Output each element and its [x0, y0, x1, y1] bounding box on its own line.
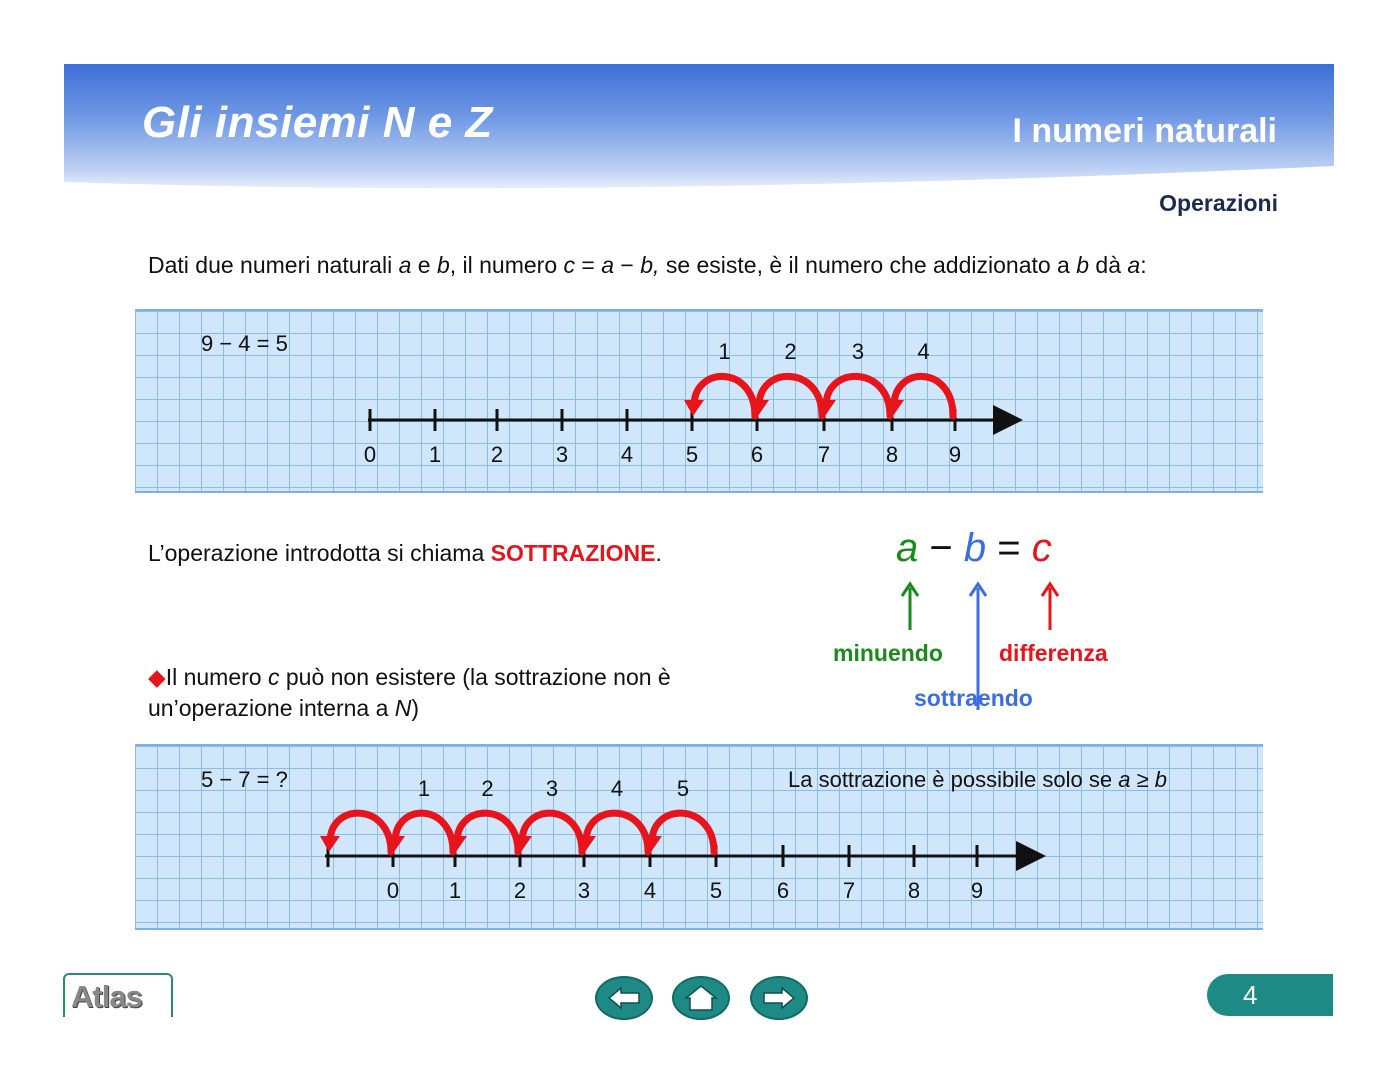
- page-title: Gli insiemi N e Z: [142, 98, 493, 147]
- example1-equation: 9 − 4 = 5: [201, 331, 288, 356]
- label-minuendo: minuendo: [833, 640, 943, 666]
- arrow-head-icon: [320, 836, 340, 852]
- note-part: Il numero: [165, 664, 268, 690]
- jump-arc: [586, 813, 648, 852]
- var-c: c: [267, 664, 280, 690]
- jump-arc: [457, 813, 518, 852]
- axis-label: 5: [685, 442, 699, 467]
- page-number: 4: [1243, 980, 1258, 1010]
- var-a: a: [1127, 252, 1141, 278]
- intro-part: −: [614, 252, 641, 278]
- diamond-bullet-icon: ◆: [148, 664, 166, 690]
- axis-label: 0: [386, 878, 400, 903]
- axis-label: 1: [428, 442, 442, 467]
- note-part: ): [411, 695, 420, 721]
- intro-part: =: [575, 252, 602, 278]
- var-c: c: [563, 252, 576, 278]
- formula-c: c: [1031, 526, 1052, 570]
- axis-label: 9: [948, 442, 962, 467]
- var-b: b,: [640, 252, 660, 278]
- step-label: 2: [481, 776, 494, 801]
- var-b: b: [1076, 252, 1090, 278]
- arrow-head-icon: [684, 400, 704, 416]
- jump-arc: [894, 376, 953, 416]
- axis-label: 6: [750, 442, 764, 467]
- step-label: 1: [417, 776, 431, 801]
- label-differenza: differenza: [999, 640, 1108, 666]
- step-label: 5: [676, 776, 690, 801]
- formula-minus: −: [929, 526, 953, 570]
- intro-part: Dati due numeri naturali: [148, 252, 399, 278]
- formula-b: b: [963, 526, 987, 570]
- arrow-right-icon: [752, 978, 806, 1018]
- jump-arc: [395, 813, 453, 852]
- var-b: b: [1154, 767, 1168, 792]
- axis-label: 7: [817, 442, 831, 467]
- operation-name: SOTTRAZIONE: [490, 540, 656, 566]
- prev-button[interactable]: [595, 976, 653, 1020]
- number-line-2: [135, 746, 1263, 928]
- axis-label: 8: [907, 878, 921, 903]
- step-label: 2: [784, 339, 797, 364]
- operation-suffix: .: [655, 540, 662, 566]
- axis-label: 8: [885, 442, 899, 467]
- logo-text: Atlas: [71, 979, 142, 1014]
- jump-arc: [826, 376, 890, 416]
- jump-arc: [694, 376, 755, 416]
- formula: [896, 526, 1052, 571]
- jump-arc: [652, 813, 714, 852]
- example2-equation: 5 − 7 = ?: [201, 767, 288, 792]
- var-b: b: [436, 252, 450, 278]
- axis-label: 1: [448, 878, 462, 903]
- example2-grid: [135, 744, 1263, 930]
- axis-label: 0: [363, 442, 377, 467]
- var-n: N: [394, 695, 412, 721]
- axis-label: 2: [513, 878, 527, 903]
- arrow-left-icon: [597, 978, 651, 1018]
- home-button[interactable]: [672, 976, 730, 1020]
- axis-label: 7: [842, 878, 856, 903]
- number-line-1: [135, 311, 1263, 491]
- axis-label: 4: [643, 878, 657, 903]
- example1-grid: [135, 309, 1263, 493]
- step-label: 3: [851, 339, 865, 364]
- jump-arc: [330, 813, 391, 852]
- subsection-title: Operazioni: [1159, 190, 1278, 216]
- jump-arc: [522, 813, 582, 852]
- operation-prefix: L’operazione introdotta si chiama: [148, 540, 491, 566]
- var-a: a: [601, 252, 615, 278]
- axis-label: 6: [776, 878, 790, 903]
- step-label: 3: [545, 776, 559, 801]
- axis-label: 3: [555, 442, 569, 467]
- operation-sentence: [148, 540, 662, 567]
- step-label: 4: [610, 776, 624, 801]
- axis-label: 3: [577, 878, 591, 903]
- axis-label: 9: [970, 878, 984, 903]
- jump-arc: [759, 376, 822, 416]
- var-a: a: [1118, 767, 1131, 792]
- condition-part: La sottrazione è possibile solo se: [788, 767, 1119, 792]
- atlas-logo: [63, 973, 173, 1017]
- intro-part: , il numero: [449, 252, 564, 278]
- formula-a: a: [896, 526, 919, 570]
- home-icon: [674, 978, 728, 1018]
- axis-label: 4: [620, 442, 634, 467]
- formula-equals: =: [997, 526, 1021, 570]
- step-label: 4: [917, 339, 930, 364]
- page-number-badge: [1207, 974, 1333, 1016]
- arrow-up-icon: [1042, 584, 1058, 630]
- note-text: [148, 662, 763, 724]
- step-label: 1: [718, 339, 731, 364]
- axis-label: 5: [709, 878, 723, 903]
- condition-part: ≥: [1130, 767, 1155, 792]
- next-button[interactable]: [750, 976, 808, 1020]
- intro-part: :: [1140, 252, 1147, 278]
- note-part: può non esistere (la sottrazione non è un’operazione interna a: [148, 664, 671, 721]
- intro-part: dà: [1089, 252, 1128, 278]
- intro-part: e: [411, 252, 437, 278]
- section-title: I numeri naturali: [1012, 112, 1277, 150]
- arrow-up-icon: [902, 584, 918, 630]
- label-sottraendo: sottraendo: [914, 685, 1033, 711]
- var-a: a: [398, 252, 412, 278]
- intro-part: se esiste, è il numero che addizionato a: [659, 252, 1077, 278]
- intro-text: [148, 252, 1147, 279]
- axis-label: 2: [490, 442, 504, 467]
